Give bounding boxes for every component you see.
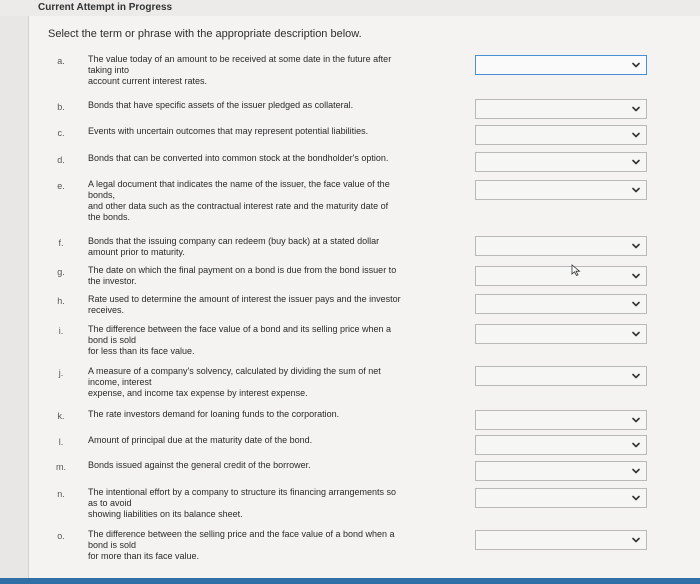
description-line: Bonds issued against the general credit of the borrower. (88, 460, 311, 470)
item-letter: b. (57, 102, 65, 112)
item-letter: l. (58, 437, 64, 447)
description-line: receives. (88, 305, 125, 315)
term-dropdown[interactable] (475, 55, 647, 75)
description-line: amount prior to maturity. (88, 247, 185, 257)
item-letter: n. (57, 489, 65, 499)
chevron-down-icon (632, 441, 640, 449)
item-description (88, 54, 448, 87)
description-line: bonds, (88, 190, 116, 200)
item-description (88, 366, 448, 399)
item-letter: i. (58, 326, 64, 336)
item-description (88, 153, 448, 164)
description-line: Bonds that the issuing company can redeem (buy back) at a stated dollar (88, 236, 380, 246)
chevron-down-icon (632, 186, 640, 194)
term-dropdown[interactable] (475, 152, 647, 172)
description-line: and other data such as the contractual interest rate and the maturity date of (88, 201, 389, 211)
page-title: Current Attempt in Progress (38, 2, 173, 13)
item-letter: m. (56, 462, 66, 472)
chevron-down-icon (632, 416, 640, 424)
instruction-text: Select the term or phrase with the appropriate description below. (48, 28, 362, 40)
term-dropdown[interactable] (475, 99, 647, 119)
description-line: the bonds. (88, 212, 131, 222)
chevron-down-icon (632, 372, 640, 380)
term-dropdown[interactable] (475, 294, 647, 314)
item-letter: c. (57, 128, 65, 138)
chevron-down-icon (632, 330, 640, 338)
description-line: as to avoid (88, 498, 132, 508)
item-description (88, 435, 448, 446)
item-description (88, 179, 448, 223)
description-line: the investor. (88, 276, 137, 286)
description-line: The difference between the face value of a bond and its selling price when a (88, 324, 392, 334)
description-line: The date on which the final payment on a bond is due from the bond issuer to (88, 265, 397, 275)
term-dropdown[interactable] (475, 324, 647, 344)
description-line: bond is sold (88, 540, 137, 550)
item-description (88, 529, 448, 562)
item-description (88, 265, 448, 287)
item-description (88, 409, 448, 420)
item-description (88, 294, 448, 316)
description-line: expense, and income tax expense by interest expense. (88, 388, 308, 398)
description-line: income, interest (88, 377, 152, 387)
item-letter: k. (57, 411, 65, 421)
term-dropdown[interactable] (475, 180, 647, 200)
term-dropdown[interactable] (475, 236, 647, 256)
item-letter: a. (57, 56, 65, 66)
chevron-down-icon (632, 300, 640, 308)
term-dropdown[interactable] (475, 125, 647, 145)
description-line: account current interest rates. (88, 76, 208, 86)
description-line: Bonds that have specific assets of the issuer pledged as collateral. (88, 100, 354, 110)
chevron-down-icon (632, 131, 640, 139)
description-line: bond is sold (88, 335, 137, 345)
chevron-down-icon (632, 158, 640, 166)
description-line: Rate used to determine the amount of interest the issuer pays and the investor (88, 294, 401, 304)
description-line: A legal document that indicates the name of the issuer, the face value of the (88, 179, 390, 189)
description-line: Amount of principal due at the maturity date of the bond. (88, 435, 313, 445)
description-line: The value today of an amount to be received at some date in the future after (88, 54, 392, 64)
chevron-down-icon (632, 61, 640, 69)
chevron-down-icon (632, 242, 640, 250)
description-line: Bonds that can be converted into common stock at the bondholder's option. (88, 153, 389, 163)
item-letter: g. (57, 267, 65, 277)
term-dropdown[interactable] (475, 488, 647, 508)
term-dropdown[interactable] (475, 410, 647, 430)
item-description (88, 487, 448, 520)
description-line: A measure of a company's solvency, calculated by dividing the sum of net (88, 366, 381, 376)
item-letter: j. (58, 368, 64, 378)
chevron-down-icon (632, 467, 640, 475)
description-line: showing liabilities on its balance sheet. (88, 509, 243, 519)
description-line: The intentional effort by a company to structure its financing arrangements so (88, 487, 396, 497)
item-description (88, 126, 448, 137)
description-line: The difference between the selling price and the face value of a bond when a (88, 529, 395, 539)
chevron-down-icon (632, 536, 640, 544)
description-line: for more than its face value. (88, 551, 200, 561)
item-description (88, 324, 448, 357)
item-description (88, 100, 448, 111)
item-letter: d. (57, 155, 65, 165)
description-line: for less than its face value. (88, 346, 195, 356)
item-letter: o. (57, 531, 65, 541)
chevron-down-icon (632, 272, 640, 280)
term-dropdown[interactable] (475, 461, 647, 481)
term-dropdown[interactable] (475, 366, 647, 386)
description-line: Events with uncertain outcomes that may represent potential liabilities. (88, 126, 369, 136)
term-dropdown[interactable] (475, 530, 647, 550)
chevron-down-icon (632, 494, 640, 502)
description-line: taking into (88, 65, 130, 75)
term-dropdown[interactable] (475, 435, 647, 455)
description-line: The rate investors demand for loaning funds to the corporation. (88, 409, 340, 419)
bottom-bar (0, 578, 700, 584)
item-letter: h. (57, 296, 65, 306)
item-description (88, 236, 448, 258)
chevron-down-icon (632, 105, 640, 113)
mouse-cursor-icon (571, 264, 583, 276)
item-letter: e. (57, 181, 65, 191)
header-bar (0, 0, 700, 16)
term-dropdown[interactable] (475, 266, 647, 286)
item-letter: f. (58, 238, 64, 248)
item-description (88, 460, 448, 471)
